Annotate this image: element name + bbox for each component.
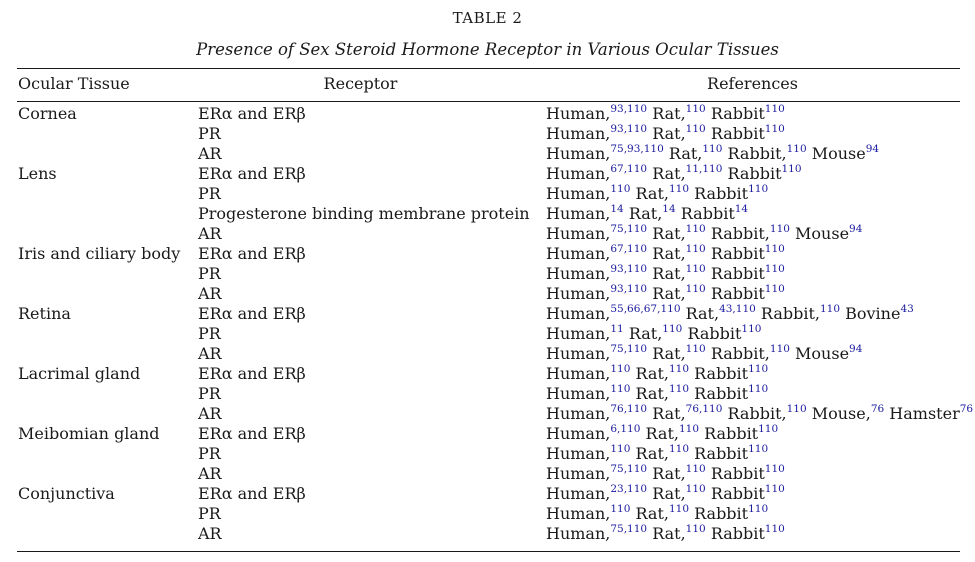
reference-species: Human,: [546, 524, 611, 543]
table-row: [0, 224, 975, 244]
receptor-cell: Progesterone binding membrane protein: [198, 204, 530, 223]
reference-species: Rat,: [652, 124, 686, 143]
citation-link[interactable]: 110: [685, 523, 706, 535]
citation-link[interactable]: 76,110: [610, 403, 648, 415]
ocular-tissue-cell: Meibomian gland: [18, 424, 160, 443]
table-row: [0, 344, 975, 364]
table-top-rule: [17, 68, 960, 69]
reference-species: Human,: [546, 204, 611, 223]
reference-species: Rat,: [652, 344, 686, 363]
table-row: [0, 444, 975, 464]
reference-species: Rat,: [652, 464, 686, 483]
reference-species: Rat,: [635, 504, 669, 523]
reference-species: Human,: [546, 124, 611, 143]
reference-species: Rat,: [652, 164, 686, 183]
citation-link[interactable]: 110: [819, 303, 841, 315]
table-row: [0, 324, 975, 344]
table-row: [0, 124, 975, 144]
references-cell: [546, 284, 785, 304]
reference-species: Rat,: [668, 144, 703, 163]
reference-species: Rat,: [652, 264, 686, 283]
receptor-cell: AR: [198, 404, 222, 423]
reference-species: Rabbit: [710, 124, 765, 143]
citation-link[interactable]: 110: [678, 423, 700, 435]
table-bottom-rule: [17, 551, 960, 552]
citation-link[interactable]: 75,110: [610, 223, 648, 235]
citation-link[interactable]: 110: [685, 263, 706, 275]
citation-link[interactable]: 110: [748, 503, 769, 515]
table-row: [0, 404, 975, 424]
reference-species: Rat,: [652, 104, 686, 123]
reference-species: Human,: [546, 184, 611, 203]
reference-species: Human,: [546, 324, 611, 343]
citation-link[interactable]: 14: [734, 203, 749, 215]
table-row: [0, 264, 975, 284]
receptor-cell: ERα and ERβ: [198, 104, 306, 123]
citation-link[interactable]: 75,110: [610, 523, 648, 535]
reference-species: Bovine: [845, 304, 901, 323]
reference-species: Rabbit: [694, 504, 749, 523]
reference-species: Rat,: [652, 484, 686, 503]
reference-species: Rabbit,: [710, 224, 770, 243]
citation-link[interactable]: 110: [685, 483, 706, 495]
reference-species: Human,: [546, 384, 611, 403]
reference-species: Human,: [546, 224, 611, 243]
table-row: [0, 244, 975, 264]
reference-species: Rabbit: [704, 424, 759, 443]
reference-species: Mouse,: [811, 404, 871, 423]
references-cell: [546, 124, 785, 144]
references-cell: [546, 184, 768, 204]
citation-link[interactable]: 110: [764, 283, 785, 295]
citation-link[interactable]: 76: [870, 403, 885, 415]
citation-link[interactable]: 23,110: [610, 483, 648, 495]
receptor-cell: PR: [198, 384, 221, 403]
references-cell: [546, 204, 748, 224]
references-cell: [546, 524, 785, 544]
citation-link[interactable]: 14: [662, 203, 676, 215]
reference-species: Rat,: [645, 424, 679, 443]
table-row: [0, 484, 975, 504]
references-cell: [546, 264, 785, 284]
references-cell: [546, 164, 802, 184]
receptor-cell: PR: [198, 124, 221, 143]
table-row: [0, 364, 975, 384]
receptor-cell: ERα and ERβ: [198, 424, 306, 443]
citation-link[interactable]: 110: [610, 443, 631, 455]
citation-link[interactable]: 110: [668, 503, 690, 515]
table-label: TABLE 2: [452, 9, 523, 27]
reference-species: Rabbit,: [760, 304, 820, 323]
citation-link[interactable]: 75,110: [610, 463, 648, 475]
receptor-cell: ERα and ERβ: [198, 484, 306, 503]
receptor-cell: AR: [198, 344, 222, 363]
references-cell: [546, 304, 914, 324]
table-row: [0, 384, 975, 404]
references-cell: [546, 364, 768, 384]
reference-species: Mouse: [795, 344, 850, 363]
receptor-cell: PR: [198, 444, 221, 463]
citation-link[interactable]: 110: [781, 163, 802, 175]
reference-species: Rabbit: [687, 324, 742, 343]
table-row: [0, 524, 975, 544]
table-row: [0, 424, 975, 444]
receptor-cell: AR: [198, 524, 222, 543]
reference-species: Rabbit,: [710, 344, 770, 363]
receptor-cell: ERα and ERβ: [198, 244, 306, 263]
table-row: [0, 504, 975, 524]
reference-species: Rat,: [628, 324, 663, 343]
citation-link[interactable]: 110: [610, 363, 631, 375]
citation-link[interactable]: 110: [685, 463, 706, 475]
reference-species: Human,: [546, 424, 611, 443]
reference-species: Human,: [546, 264, 611, 283]
ocular-tissue-cell: Retina: [18, 304, 71, 323]
citation-link[interactable]: 110: [786, 143, 807, 155]
citation-link[interactable]: 110: [685, 243, 706, 255]
reference-species: Rat,: [652, 244, 686, 263]
citation-link[interactable]: 110: [610, 183, 631, 195]
reference-species: Human,: [546, 344, 611, 363]
reference-species: Human,: [546, 244, 611, 263]
citation-link[interactable]: 93,110: [610, 263, 648, 275]
citation-link[interactable]: 67,110: [610, 243, 648, 255]
citation-link[interactable]: 110: [685, 283, 706, 295]
citation-link[interactable]: 110: [748, 363, 769, 375]
ocular-tissue-cell: Lacrimal gland: [18, 364, 141, 383]
references-cell: [546, 144, 879, 164]
reference-species: Human,: [546, 464, 611, 483]
references-cell: [546, 384, 768, 404]
column-header-references: References: [707, 74, 798, 93]
ocular-tissue-cell: Conjunctiva: [18, 484, 115, 503]
citation-link[interactable]: 93,110: [610, 123, 648, 135]
receptor-cell: PR: [198, 264, 221, 283]
references-cell: [546, 404, 973, 424]
receptor-cell: AR: [198, 284, 222, 303]
receptor-cell: PR: [198, 504, 221, 523]
reference-species: Human,: [546, 164, 611, 183]
reference-species: Rabbit: [680, 204, 735, 223]
citation-link[interactable]: 110: [662, 323, 683, 335]
citation-link[interactable]: 110: [741, 323, 762, 335]
citation-link[interactable]: 110: [786, 403, 807, 415]
reference-species: Rat,: [628, 204, 663, 223]
table-header-rule: [17, 101, 960, 102]
citation-link[interactable]: 110: [748, 443, 769, 455]
citation-link[interactable]: 94: [865, 143, 880, 155]
citation-link[interactable]: 110: [764, 263, 785, 275]
table-row: [0, 104, 975, 124]
reference-species: Rabbit,: [727, 144, 787, 163]
table-row: [0, 304, 975, 324]
citation-link[interactable]: 110: [764, 483, 785, 495]
references-cell: [546, 424, 778, 444]
reference-species: Human,: [546, 364, 611, 383]
ocular-tissue-cell: Iris and ciliary body: [18, 244, 181, 263]
reference-species: Rabbit,: [727, 404, 787, 423]
citation-link[interactable]: 93,110: [610, 103, 648, 115]
references-cell: [546, 504, 768, 524]
citation-link[interactable]: 14: [610, 203, 624, 215]
citation-link[interactable]: 6,110: [610, 423, 641, 435]
citation-link[interactable]: 55,66,67,110: [610, 303, 681, 315]
citation-link[interactable]: 110: [610, 503, 631, 515]
reference-species: Human,: [546, 404, 611, 423]
reference-species: Human,: [546, 104, 611, 123]
reference-species: Rabbit: [727, 164, 782, 183]
reference-species: Rabbit: [710, 264, 765, 283]
reference-species: Rabbit: [694, 184, 749, 203]
citation-link[interactable]: 110: [668, 363, 690, 375]
ocular-tissue-cell: Lens: [18, 164, 57, 183]
reference-species: Human,: [546, 304, 611, 323]
citation-link[interactable]: 110: [702, 143, 723, 155]
citation-link[interactable]: 110: [769, 343, 790, 355]
citation-link[interactable]: 43: [900, 303, 914, 315]
reference-species: Rat,: [635, 364, 669, 383]
references-cell: [546, 344, 862, 364]
citation-link[interactable]: 110: [668, 183, 690, 195]
reference-species: Human,: [546, 444, 611, 463]
receptor-cell: AR: [198, 464, 222, 483]
citation-link[interactable]: 75,110: [610, 343, 648, 355]
reference-species: Rabbit: [710, 484, 765, 503]
column-header-ocular-tissue: Ocular Tissue: [18, 74, 130, 93]
reference-species: Mouse: [811, 144, 866, 163]
citation-link[interactable]: 110: [764, 243, 785, 255]
citation-link[interactable]: 110: [764, 463, 785, 475]
reference-species: Rat,: [652, 224, 686, 243]
citation-link[interactable]: 67,110: [610, 163, 648, 175]
citation-link[interactable]: 76,110: [685, 403, 723, 415]
references-cell: [546, 244, 785, 264]
citation-link[interactable]: 110: [748, 383, 769, 395]
reference-species: Rat,: [635, 444, 669, 463]
receptor-cell: ERα and ERβ: [198, 364, 306, 383]
citation-link[interactable]: 75,93,110: [610, 143, 664, 155]
citation-link[interactable]: 110: [610, 383, 631, 395]
reference-species: Rabbit: [710, 284, 765, 303]
citation-link[interactable]: 110: [685, 103, 706, 115]
citation-link[interactable]: 110: [748, 183, 769, 195]
reference-species: Human,: [546, 284, 611, 303]
reference-species: Human,: [546, 504, 611, 523]
receptor-cell: AR: [198, 224, 222, 243]
column-header-receptor: Receptor: [323, 74, 398, 93]
reference-species: Rat,: [652, 284, 686, 303]
references-cell: [546, 324, 761, 344]
reference-species: Rabbit: [694, 364, 749, 383]
table-caption: Presence of Sex Steroid Hormone Receptor in Various Ocular Tissues: [196, 40, 779, 59]
citation-link[interactable]: 11: [610, 323, 624, 335]
references-cell: [546, 484, 785, 504]
receptor-cell: PR: [198, 184, 221, 203]
references-cell: [546, 104, 785, 124]
reference-species: Rabbit: [694, 444, 749, 463]
citation-link[interactable]: 94: [849, 343, 863, 355]
reference-species: Rabbit: [694, 384, 749, 403]
reference-species: Rat,: [635, 384, 669, 403]
table-row: [0, 144, 975, 164]
reference-species: Rabbit: [710, 464, 765, 483]
reference-species: Hamster: [889, 404, 960, 423]
reference-species: Rat,: [652, 524, 686, 543]
citation-link[interactable]: 76: [959, 403, 974, 415]
reference-species: Rabbit: [710, 524, 765, 543]
receptor-cell: ERα and ERβ: [198, 304, 306, 323]
table-row: [0, 284, 975, 304]
citation-link[interactable]: 11,110: [685, 163, 723, 175]
table-row: [0, 464, 975, 484]
citation-link[interactable]: 110: [758, 423, 779, 435]
citation-link[interactable]: 110: [685, 343, 706, 355]
reference-species: Rat,: [635, 184, 669, 203]
receptor-cell: ERα and ERβ: [198, 164, 306, 183]
reference-species: Rabbit: [710, 244, 765, 263]
reference-species: Human,: [546, 484, 611, 503]
citation-link[interactable]: 94: [849, 223, 863, 235]
table-row: [0, 164, 975, 184]
citation-link[interactable]: 110: [685, 123, 706, 135]
citation-link[interactable]: 93,110: [610, 283, 648, 295]
references-cell: [546, 464, 785, 484]
citation-link[interactable]: 110: [769, 223, 790, 235]
citation-link[interactable]: 110: [668, 443, 690, 455]
citation-link[interactable]: 110: [764, 123, 785, 135]
table-row: [0, 184, 975, 204]
table-row: [0, 204, 975, 224]
receptor-cell: PR: [198, 324, 221, 343]
citation-link[interactable]: 110: [685, 223, 706, 235]
receptor-cell: AR: [198, 144, 222, 163]
ocular-tissue-cell: Cornea: [18, 104, 77, 123]
citation-link[interactable]: 110: [764, 103, 785, 115]
reference-species: Human,: [546, 144, 611, 163]
reference-species: Rat,: [652, 404, 686, 423]
reference-species: Mouse: [795, 224, 850, 243]
citation-link[interactable]: 110: [668, 383, 690, 395]
table-body: [0, 104, 975, 544]
references-cell: [546, 444, 768, 464]
citation-link[interactable]: 43,110: [719, 303, 756, 315]
citation-link[interactable]: 110: [764, 523, 785, 535]
reference-species: Rat,: [685, 304, 720, 323]
references-cell: [546, 224, 862, 244]
reference-species: Rabbit: [710, 104, 765, 123]
